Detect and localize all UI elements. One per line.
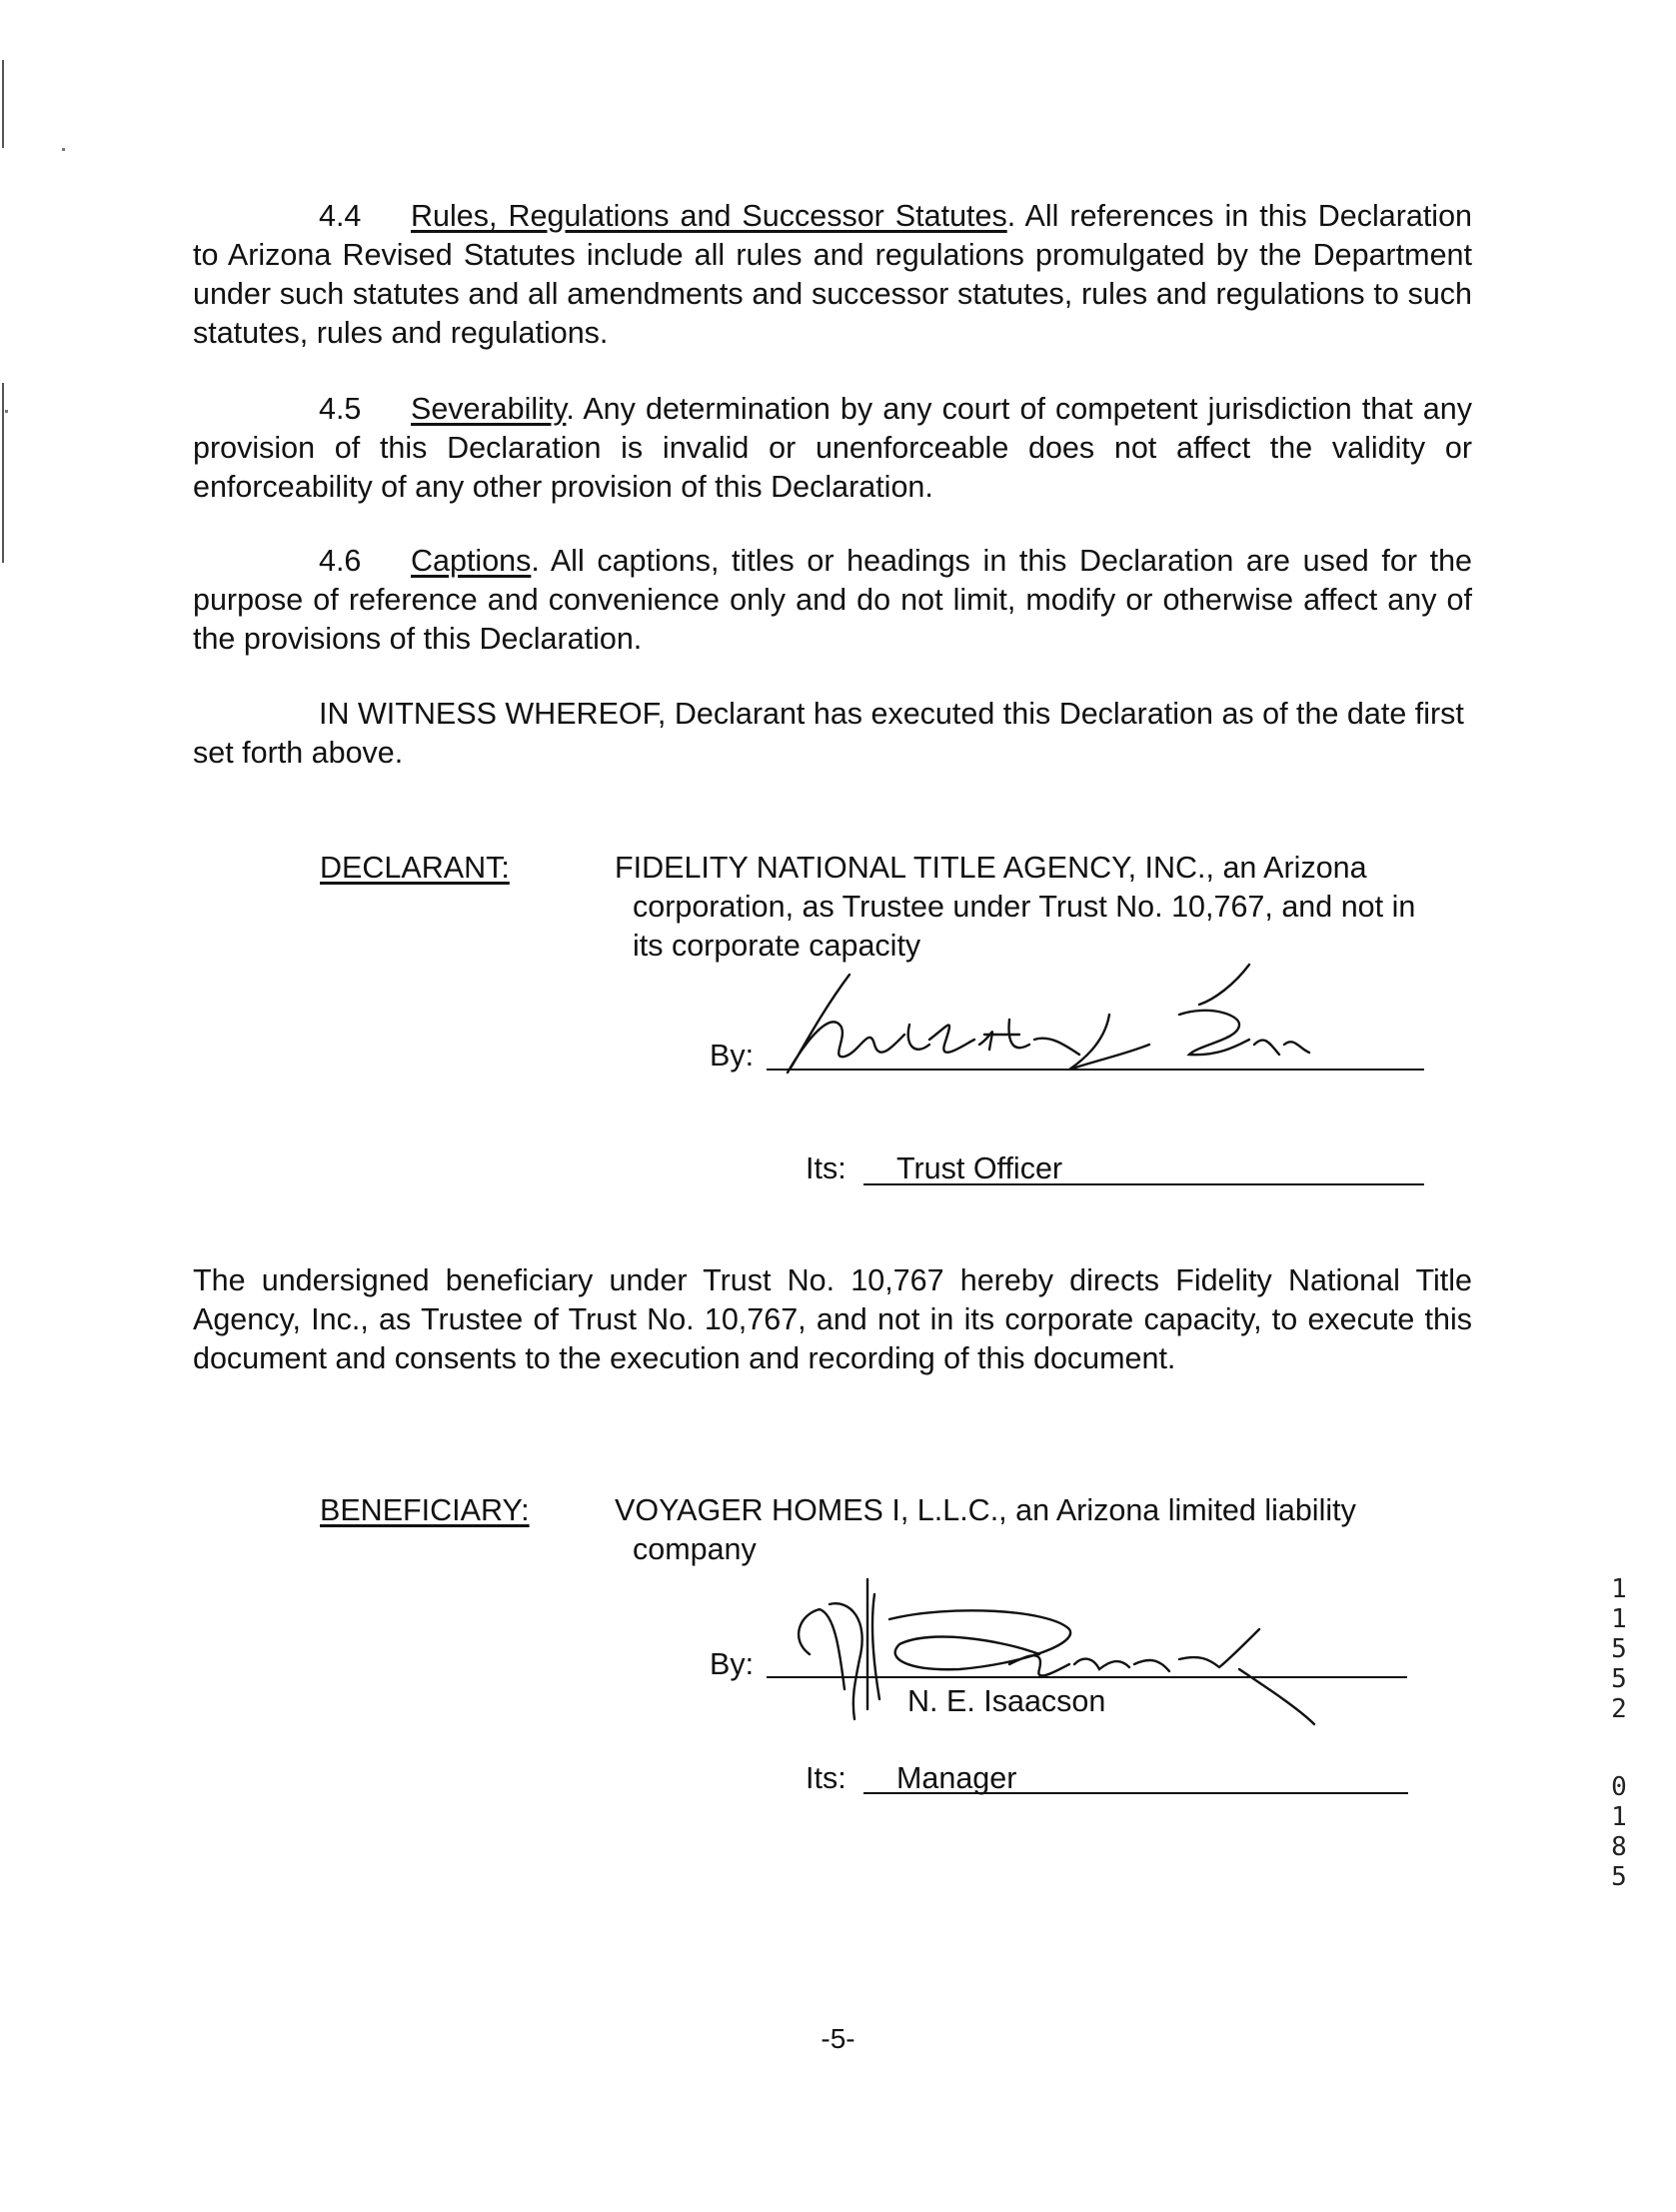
- declarant-its-label: Its:: [806, 1151, 846, 1185]
- beneficiary-its-label: Its:: [806, 1761, 846, 1795]
- section-heading: Severability: [411, 392, 567, 426]
- beneficiary-its-value: Manager: [896, 1761, 1017, 1795]
- section-text: All references in this Declaration to Arizona Revised Statutes include all rules and regulations promulgated by the Department under such statutes and all amendments and successor statutes, rules and regulations to such statutes, rules and regulations.: [193, 199, 1472, 350]
- section-text: All captions, titles or headings in this Declaration are used for the purpose of reference and convenience only and do not limit, modify or otherwise affect any of the provisions of this Declaration.: [193, 544, 1472, 656]
- section-number: 4.5: [319, 392, 362, 426]
- beneficiary-label: BENEFICIARY:: [320, 1493, 530, 1527]
- declarant-entity: FIDELITY NATIONAL TITLE AGENCY, INC., an Arizona corporation, as Trustee under Trust No. 10,767, and not in its corporate capacity: [615, 851, 1416, 963]
- section-number: 4.6: [319, 544, 362, 578]
- declarant-by-label: By:: [710, 1039, 755, 1073]
- beneficiary-signer-name: N. E. Isaacson: [907, 1684, 1106, 1718]
- declarant-signature: [780, 945, 1339, 1095]
- section-text: Any determination by any court of competent jurisdiction that any provision of this Declaration is invalid or unenforceable does not affect the validity or enforceability of any other provision of this Declaration.: [193, 392, 1472, 504]
- section-4-5: 4.5 Severability. Any determination by any court of competent jurisdiction that any provision of this Declaration is invalid or unenforceable does not affect the validity or enforceability of any other provision of this Declaration.: [193, 392, 1472, 504]
- section-4-4: 4.4 Rules, Regulations and Successor Statutes. All references in this Declaration to Arizona Revised Statutes include all rules and regulations promulgated by the Department under such statutes and all amendments and successor statutes, rules and regulations to such statutes, rules and regulations.: [193, 199, 1472, 350]
- recording-stamp: 1 1 5 5 2 0 1 8 5: [1611, 1574, 1627, 1892]
- declarant-label: DECLARANT:: [320, 851, 510, 885]
- section-heading: Rules, Regulations and Successor Statutes: [411, 199, 1007, 233]
- beneficiary-by-label: By:: [710, 1647, 755, 1681]
- witness-clause: IN WITNESS WHEREOF, Declarant has executed this Declaration as of the date first set forth above.: [193, 697, 1464, 770]
- declarant-its-value: Trust Officer: [896, 1151, 1063, 1185]
- scan-speck: [5, 410, 8, 413]
- section-number: 4.4: [319, 199, 362, 233]
- page-number: -5-: [821, 2023, 855, 2054]
- scan-speck: [62, 148, 65, 151]
- scan-edge-mark: [2, 60, 4, 148]
- beneficiary-consent: The undersigned beneficiary under Trust No. 10,767 hereby directs Fidelity National Title Agency, Inc., as Trustee of Trust No. 10,767, and not in its corporate capacity, to execute this document and consents to the execution and recording of this document.: [193, 1263, 1472, 1375]
- scan-edge-mark: [2, 383, 4, 563]
- beneficiary-entity: VOYAGER HOMES I, L.L.C., an Arizona limited liability company: [615, 1493, 1356, 1566]
- section-heading: Captions: [411, 544, 532, 578]
- section-4-6: 4.6 Captions. All captions, titles or headings in this Declaration are used for the purpose of reference and convenience only and do not limit, modify or otherwise affect any of the provisions of this Declaration.: [193, 544, 1472, 656]
